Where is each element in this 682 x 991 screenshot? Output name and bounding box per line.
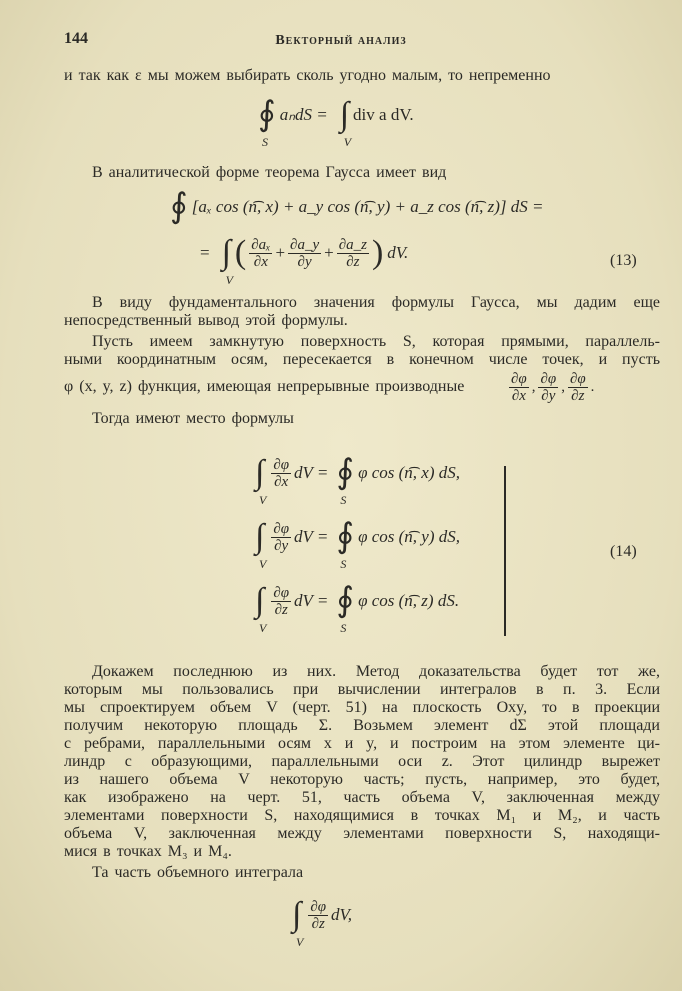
formula-13-line2: = ∫ V ( $\frac{\text{∂aₓ}}{\partial x}$ + $\frac{\partial a\_y}{\partial y}$ + $\frac{\partial a\_z}{\partial z}$ ) dV. [200, 234, 409, 287]
formula-volume-integral: ∫ V $\frac{\partial\varphi}{\partial z}$ dV, [292, 896, 352, 949]
partial-derivatives: $\frac{\partial\varphi}{\partial x}$ , $\frac{\partial\varphi}{\partial y}$ , $\frac{\partial\varphi}{\partial z}$ . [511, 371, 595, 404]
text-line: Тогда имеют место формулы [92, 410, 294, 427]
formula-13-line1: ∮ [aₓ cos (n͡, x) + a_y cos (n͡, y) + a_z cos (n͡, z)] dS = [170, 188, 544, 225]
page-number: 144 [64, 30, 88, 47]
equation-number-13: (13) [610, 252, 637, 269]
text-line: элементами поверхности S, находящимися в точках M₁ и M₂, и часть [64, 807, 660, 824]
running-title: Векторный анализ [275, 33, 407, 48]
text-line: φ (x, y, z) функция, имеющая непрерывные производные [64, 378, 465, 395]
formula-14-row-y: ∫ V $\frac{\partial\varphi}{\partial y}$ dV = ∮ S φ cos (n͡, y) dS, [255, 518, 461, 571]
text-line: Та часть объемного интеграла [92, 864, 304, 881]
text-line: объема V, заключенная между элементами поверхности S, находящи- [64, 825, 660, 842]
text-line: которым мы пользовались при вычислении интегралов в п. 3. Если [64, 681, 660, 698]
formula-group-bracket [498, 466, 506, 636]
formula-gauss-vector: ∮ S aₙdS = ∫ V div a dV. [258, 96, 414, 149]
formula-14-row-x: ∫ V $\frac{\partial\varphi}{\partial x}$ dV = ∮ S φ cos (n͡, x) dS, [255, 454, 461, 507]
text-line: линдр с образующими, параллельными оси z. Этот цилиндр вырежет [64, 753, 660, 770]
text-line: Пусть имеем замкнутую поверхность S, которая прямыми, параллель- [92, 333, 660, 350]
text-line: получим некоторую площадь Σ. Возьмем элемент dΣ этой площади [64, 717, 660, 734]
text-line: В аналитической форме теорема Гаусса имеет вид [92, 164, 447, 181]
text-line: с ребрами, параллельными осям x и y, и построим на этом элементе ци- [64, 735, 660, 752]
text-line: ными координатным осям, пересекается в конечном числе точек, и пусть [64, 351, 660, 368]
text-line: как изображено на черт. 51, часть объема V, заключенная между [64, 789, 660, 806]
formula-14-row-z: ∫ V $\frac{\partial\varphi}{\partial z}$ dV = ∮ S φ cos (n͡, z) dS. [255, 582, 460, 635]
text-line: из нашего объема V некоторую часть; пусть, например, это будет, [64, 771, 660, 788]
equation-number-14: (14) [610, 543, 637, 560]
text-line: и так как ε мы можем выбирать сколь угодно малым, то непременно [64, 67, 551, 84]
text-line: непосредственный вывод этой формулы. [64, 312, 348, 329]
text-line: мися в точках M₃ и M₄. [64, 843, 232, 860]
text-line: В виду фундаментального значения формулы Гаусса, мы дадим еще [92, 294, 660, 311]
text-line: Докажем последнюю из них. Метод доказательства будет тот же, [92, 663, 660, 680]
text-line: мы спроектируем объем V (черт. 51) на плоскость Oxy, то в проекции [64, 699, 660, 716]
